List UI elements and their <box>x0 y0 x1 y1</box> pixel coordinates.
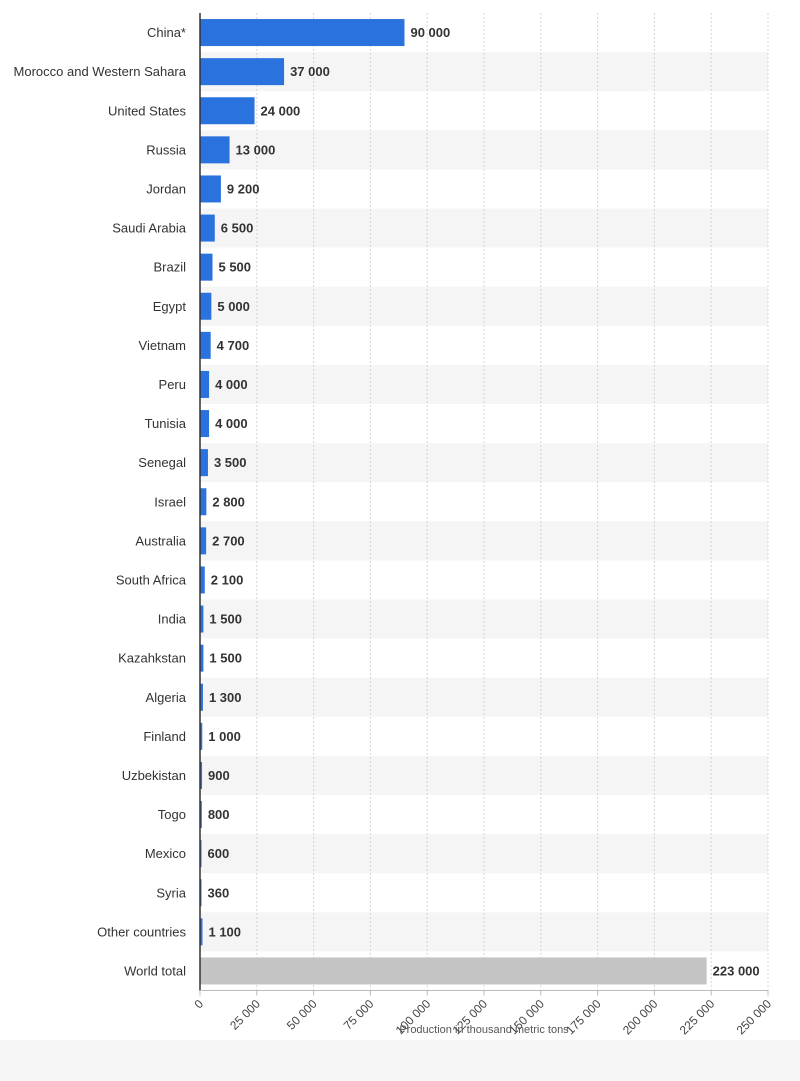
value-label: 5 000 <box>217 298 250 314</box>
category-label: Australia <box>135 533 186 549</box>
value-label: 3 500 <box>213 455 247 471</box>
value-label: 2 800 <box>212 494 245 510</box>
category-label: Saudi Arabia <box>112 220 186 236</box>
category-label: Senegal <box>138 455 186 471</box>
value-label: 90 000 <box>410 25 451 41</box>
value-label: 2 700 <box>212 533 245 549</box>
category-label: Peru <box>158 376 186 392</box>
value-label: 1 100 <box>208 924 242 940</box>
bar <box>200 97 255 124</box>
category-label: Russia <box>146 142 186 158</box>
value-label: 5 500 <box>218 259 252 275</box>
category-label: South Africa <box>115 572 186 588</box>
x-tick-label: 25 000 <box>227 996 263 1033</box>
value-label: 600 <box>207 846 230 862</box>
category-label: Togo <box>157 807 186 823</box>
x-tick-label: 150 000 <box>506 996 547 1038</box>
x-tick-label: 50 000 <box>283 996 320 1033</box>
value-label: 1 500 <box>209 611 242 627</box>
bar <box>200 488 206 515</box>
category-label: Syria <box>156 885 186 901</box>
value-label: 4 000 <box>215 376 248 392</box>
bar <box>200 410 209 437</box>
bar <box>200 58 284 85</box>
bar <box>200 449 208 476</box>
category-label: India <box>157 611 186 627</box>
bar <box>200 957 707 984</box>
x-tick-label: 100 000 <box>392 996 434 1038</box>
value-label: 6 500 <box>220 220 254 236</box>
category-label: Egypt <box>152 298 186 314</box>
category-label: Vietnam <box>138 337 186 353</box>
bar <box>200 371 209 398</box>
category-label: Kazahkstan <box>118 650 186 666</box>
x-tick-label: 75 000 <box>340 996 377 1033</box>
x-tick-label: 175 000 <box>563 996 604 1038</box>
bar <box>200 19 404 46</box>
x-tick-label: 0 <box>191 996 207 1012</box>
bar <box>200 332 211 359</box>
category-label: Algeria <box>145 689 186 705</box>
category-label: China* <box>146 25 186 41</box>
value-label: 4 000 <box>215 416 248 432</box>
category-label: Morocco and Western Sahara <box>13 64 186 80</box>
x-tick-label: 250 000 <box>733 996 775 1038</box>
category-label: Finland <box>143 728 186 744</box>
category-label: Jordan <box>146 181 186 197</box>
bar <box>200 175 221 202</box>
bar <box>200 527 206 554</box>
x-tick-label: 200 000 <box>619 996 661 1038</box>
x-axis-title: Production in thousand metric tons <box>399 1024 569 1036</box>
value-label: 24 000 <box>260 103 301 119</box>
category-label: Uzbekistan <box>121 767 186 783</box>
bar <box>200 254 212 281</box>
category-label: Israel <box>154 494 186 510</box>
value-label: 223 000 <box>712 963 760 979</box>
value-label: 1 000 <box>208 728 241 744</box>
value-label: 2 100 <box>210 572 244 588</box>
value-label: 4 700 <box>216 337 250 353</box>
value-label: 37 000 <box>290 64 330 80</box>
bar <box>200 215 215 242</box>
value-label: 1 300 <box>208 689 242 705</box>
value-label: 13 000 <box>235 142 276 158</box>
x-tick-label: 125 000 <box>449 996 491 1038</box>
value-label: 9 200 <box>226 181 260 197</box>
bar <box>200 136 230 163</box>
value-label: 360 <box>207 885 230 901</box>
value-label: 800 <box>207 807 230 823</box>
x-tick-label: 225 000 <box>676 996 718 1038</box>
bar <box>200 293 211 320</box>
category-label: Tunisia <box>144 416 186 432</box>
category-label: Brazil <box>153 259 186 275</box>
category-label: Mexico <box>144 846 186 862</box>
value-label: 900 <box>208 767 230 783</box>
category-label: World total <box>124 963 186 979</box>
footer-band <box>0 1040 800 1081</box>
value-label: 1 500 <box>209 650 242 666</box>
category-label: Other countries <box>97 924 186 940</box>
category-label: United States <box>107 103 186 119</box>
